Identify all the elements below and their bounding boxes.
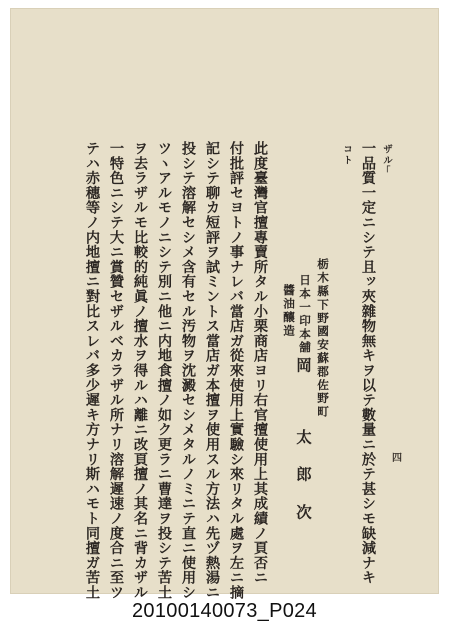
page-number: 四 <box>392 453 402 464</box>
maker-business: 醬油釀造 <box>282 284 296 338</box>
text-column-10: 一特色ニシテ大ニ賞贊セザルベカラザル所ナリ溶解遲速ノ度合ニ至ツ <box>108 141 124 600</box>
maker-address: 栃木縣下野國安蘇郡佐野町 <box>316 258 330 419</box>
text-column-2: 一品質一定ニシテ且ッ夾雜物無キヲ以テ數量ニ於テ甚シモ缺減ナキ <box>360 141 376 585</box>
text-column-8: ツヽアルモノニシテ別ニ他ニ内地食擅ノ如ク更ラニ曹達ヲ投シテ苦土 <box>156 141 172 600</box>
document-page <box>10 8 439 600</box>
maker-name-char-3: 郎 <box>294 466 313 482</box>
text-column-6: 記シテ聊カ短評ヲ試ミントス當店ガ本擅ヲ使用スル方法ハ先ヅ熱湯ニ <box>204 141 220 600</box>
maker-brand: 日本一印本舖 <box>298 274 312 355</box>
maker-name-char-4: 次 <box>294 504 313 520</box>
maker-name-char-1: 岡 <box>294 357 313 373</box>
text-column-1: ザル｢ <box>381 144 392 177</box>
text-column-4: 此度臺灣官擅專賣所タル小栗商店ヨリ右官擅使用上其成績ノ頁否ニ <box>252 141 268 585</box>
text-column-3: コト <box>341 144 352 166</box>
maker-name-char-2: 太 <box>294 429 313 445</box>
text-column-11: テハ赤穗等ノ内地擅ニ對比スレバ多少遲キ方ナリ斯ハモト同擅ガ苦土 <box>84 141 100 600</box>
text-column-9: ヲ去ラザルモ比較的純眞ノ擅水ヲ得ルハ離ニ改頁擅ノ其名ニ背カザル <box>132 141 148 600</box>
archive-id-caption: 20100140073_P024 <box>132 600 317 622</box>
text-column-7: 投シテ溶解セシメ含有セル汚物ヲ沈澱セシメタルノミニテ直ニ使用シ <box>180 141 196 600</box>
text-column-5: 付批評セヨトノ事ナレバ當店ガ從來使用上實驗シ來リタル處ヲ左ニ摘 <box>228 141 244 600</box>
